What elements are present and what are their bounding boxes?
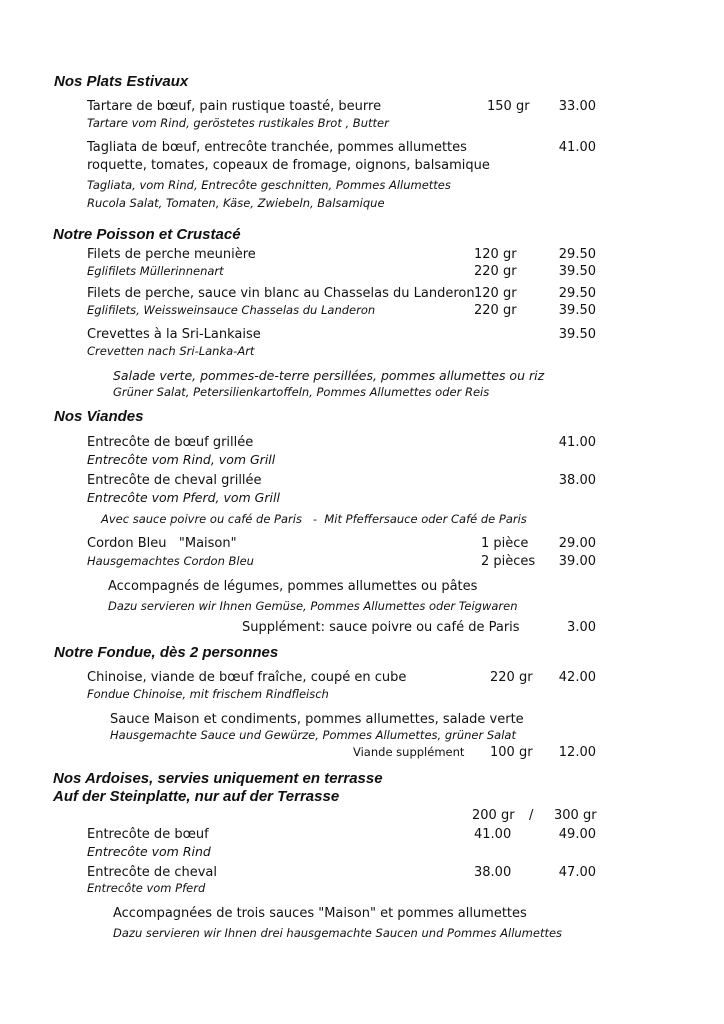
- chinoise-fr: Chinoise, viande de bœuf fraîche, coupé en cube: [87, 670, 407, 685]
- cordon-qty-2: 2 pièces: [481, 554, 536, 569]
- fondue-supp-weight: 100 gr: [490, 745, 533, 760]
- ardoise-boeuf-fr: Entrecôte de bœuf: [87, 827, 209, 842]
- poisson-side-de: Grüner Salat, Petersilienkartoffeln, Pommes Allumettes oder Reis: [113, 385, 490, 399]
- chinoise-price: 42.00: [558, 670, 596, 685]
- ardoise-boeuf-de: Entrecôte vom Rind: [87, 844, 211, 859]
- viande-sauce-note: Avec sauce poivre ou café de Paris - Mit Pfeffersauce oder Café de Paris: [101, 512, 527, 526]
- ardoises-col-sep: /: [529, 808, 534, 823]
- crevettes-fr: Crevettes à la Sri-Lankaise: [87, 327, 261, 342]
- section-title-ardoises-fr: Nos Ardoises, servies uniquement en terrasse: [53, 770, 383, 787]
- perche-price-2: 39.50: [558, 264, 596, 279]
- cordon-qty-1: 1 pièce: [481, 536, 529, 551]
- cordon-fr: Cordon Bleu "Maison": [87, 536, 237, 551]
- section-title-poisson: Notre Poisson et Crustacé: [53, 226, 241, 243]
- tartare-weight: 150 gr: [487, 99, 530, 114]
- viande-side-fr: Accompagnés de légumes, pommes allumettes ou pâtes: [108, 579, 478, 594]
- crevettes-de: Crevetten nach Sri-Lanka-Art: [87, 344, 255, 358]
- ardoises-col-300: 300 gr: [554, 808, 597, 823]
- perche-weight-2: 220 gr: [474, 264, 517, 279]
- ardoises-side-fr: Accompagnées de trois sauces "Maison" et pommes allumettes: [113, 906, 527, 921]
- section-title-plats: Nos Plats Estivaux: [54, 73, 189, 90]
- crevettes-price: 39.50: [558, 327, 596, 342]
- ardoise-cheval-de: Entrecôte vom Pferd: [87, 881, 206, 895]
- viande-boeuf-de: Entrecôte vom Rind, vom Grill: [87, 452, 276, 467]
- ardoises-side-de: Dazu servieren wir Ihnen drei hausgemachte Saucen und Pommes Allumettes: [113, 926, 563, 940]
- fondue-supp-price: 12.00: [558, 745, 596, 760]
- viande-cheval-fr: Entrecôte de cheval grillée: [87, 473, 262, 488]
- supplement-label: Supplément: sauce poivre ou café de Paris: [242, 620, 520, 635]
- section-title-fondue: Notre Fondue, dès 2 personnes: [54, 644, 279, 661]
- viande-cheval-de: Entrecôte vom Pferd, vom Grill: [87, 490, 280, 505]
- poisson-side-fr: Salade verte, pommes-de-terre persillées, pommes allumettes ou riz: [113, 368, 545, 383]
- supplement-price: 3.00: [567, 620, 596, 635]
- perche-sauce-weight-2: 220 gr: [474, 303, 517, 318]
- cordon-price-1: 29.00: [558, 536, 596, 551]
- ardoise-cheval-fr: Entrecôte de cheval: [87, 865, 217, 880]
- chinoise-weight: 220 gr: [490, 670, 533, 685]
- tagliata-price: 41.00: [558, 140, 596, 155]
- perche-sauce-fr: Filets de perche, sauce vin blanc au Chasselas du Landeron: [87, 286, 475, 301]
- ardoise-boeuf-price-200: 41.00: [474, 827, 512, 842]
- perche-sauce-price-1: 29.50: [558, 286, 596, 301]
- ardoise-boeuf-price-300: 49.00: [558, 827, 596, 842]
- viande-boeuf-fr: Entrecôte de bœuf grillée: [87, 435, 254, 450]
- perche-fr: Filets de perche meunière: [87, 247, 256, 262]
- fondue-supp-label: Viande supplément: [353, 745, 465, 759]
- viande-boeuf-price: 41.00: [558, 435, 596, 450]
- perche-sauce-price-2: 39.50: [558, 303, 596, 318]
- fondue-side-fr: Sauce Maison et condiments, pommes allumettes, salade verte: [110, 712, 524, 727]
- viande-cheval-price: 38.00: [558, 473, 596, 488]
- ardoise-cheval-price-200: 38.00: [474, 865, 512, 880]
- ardoises-col-200: 200 gr: [472, 808, 515, 823]
- chinoise-de: Fondue Chinoise, mit frischem Rindfleisch: [87, 687, 329, 701]
- tagliata-de-2: Rucola Salat, Tomaten, Käse, Zwiebeln, Balsamique: [87, 196, 385, 210]
- cordon-de: Hausgemachtes Cordon Bleu: [87, 554, 254, 568]
- tartare-fr: Tartare de bœuf, pain rustique toasté, beurre: [87, 99, 382, 114]
- cordon-price-2: 39.00: [558, 554, 596, 569]
- tartare-price: 33.00: [558, 99, 596, 114]
- section-title-viandes: Nos Viandes: [54, 408, 144, 425]
- perche-sauce-weight-1: 120 gr: [474, 286, 517, 301]
- perche-price-1: 29.50: [558, 247, 596, 262]
- ardoise-cheval-price-300: 47.00: [558, 865, 596, 880]
- section-title-ardoises-de: Auf der Steinplatte, nur auf der Terrasse: [53, 788, 340, 805]
- perche-de: Eglifilets Müllerinnenart: [87, 264, 224, 278]
- perche-sauce-de: Eglifilets, Weissweinsauce Chasselas du Landeron: [87, 303, 376, 317]
- tagliata-fr-2: roquette, tomates, copeaux de fromage, oignons, balsamique: [87, 158, 490, 173]
- viande-side-de: Dazu servieren wir Ihnen Gemüse, Pommes Allumettes oder Teigwaren: [108, 599, 518, 613]
- perche-weight-1: 120 gr: [474, 247, 517, 262]
- tartare-de: Tartare vom Rind, geröstetes rustikales Brot , Butter: [87, 116, 389, 130]
- tagliata-de-1: Tagliata, vom Rind, Entrecôte geschnitten, Pommes Allumettes: [87, 178, 451, 192]
- fondue-side-de: Hausgemachte Sauce und Gewürze, Pommes Allumettes, grüner Salat: [110, 728, 516, 742]
- tagliata-fr-1: Tagliata de bœuf, entrecôte tranchée, pommes allumettes: [87, 140, 467, 155]
